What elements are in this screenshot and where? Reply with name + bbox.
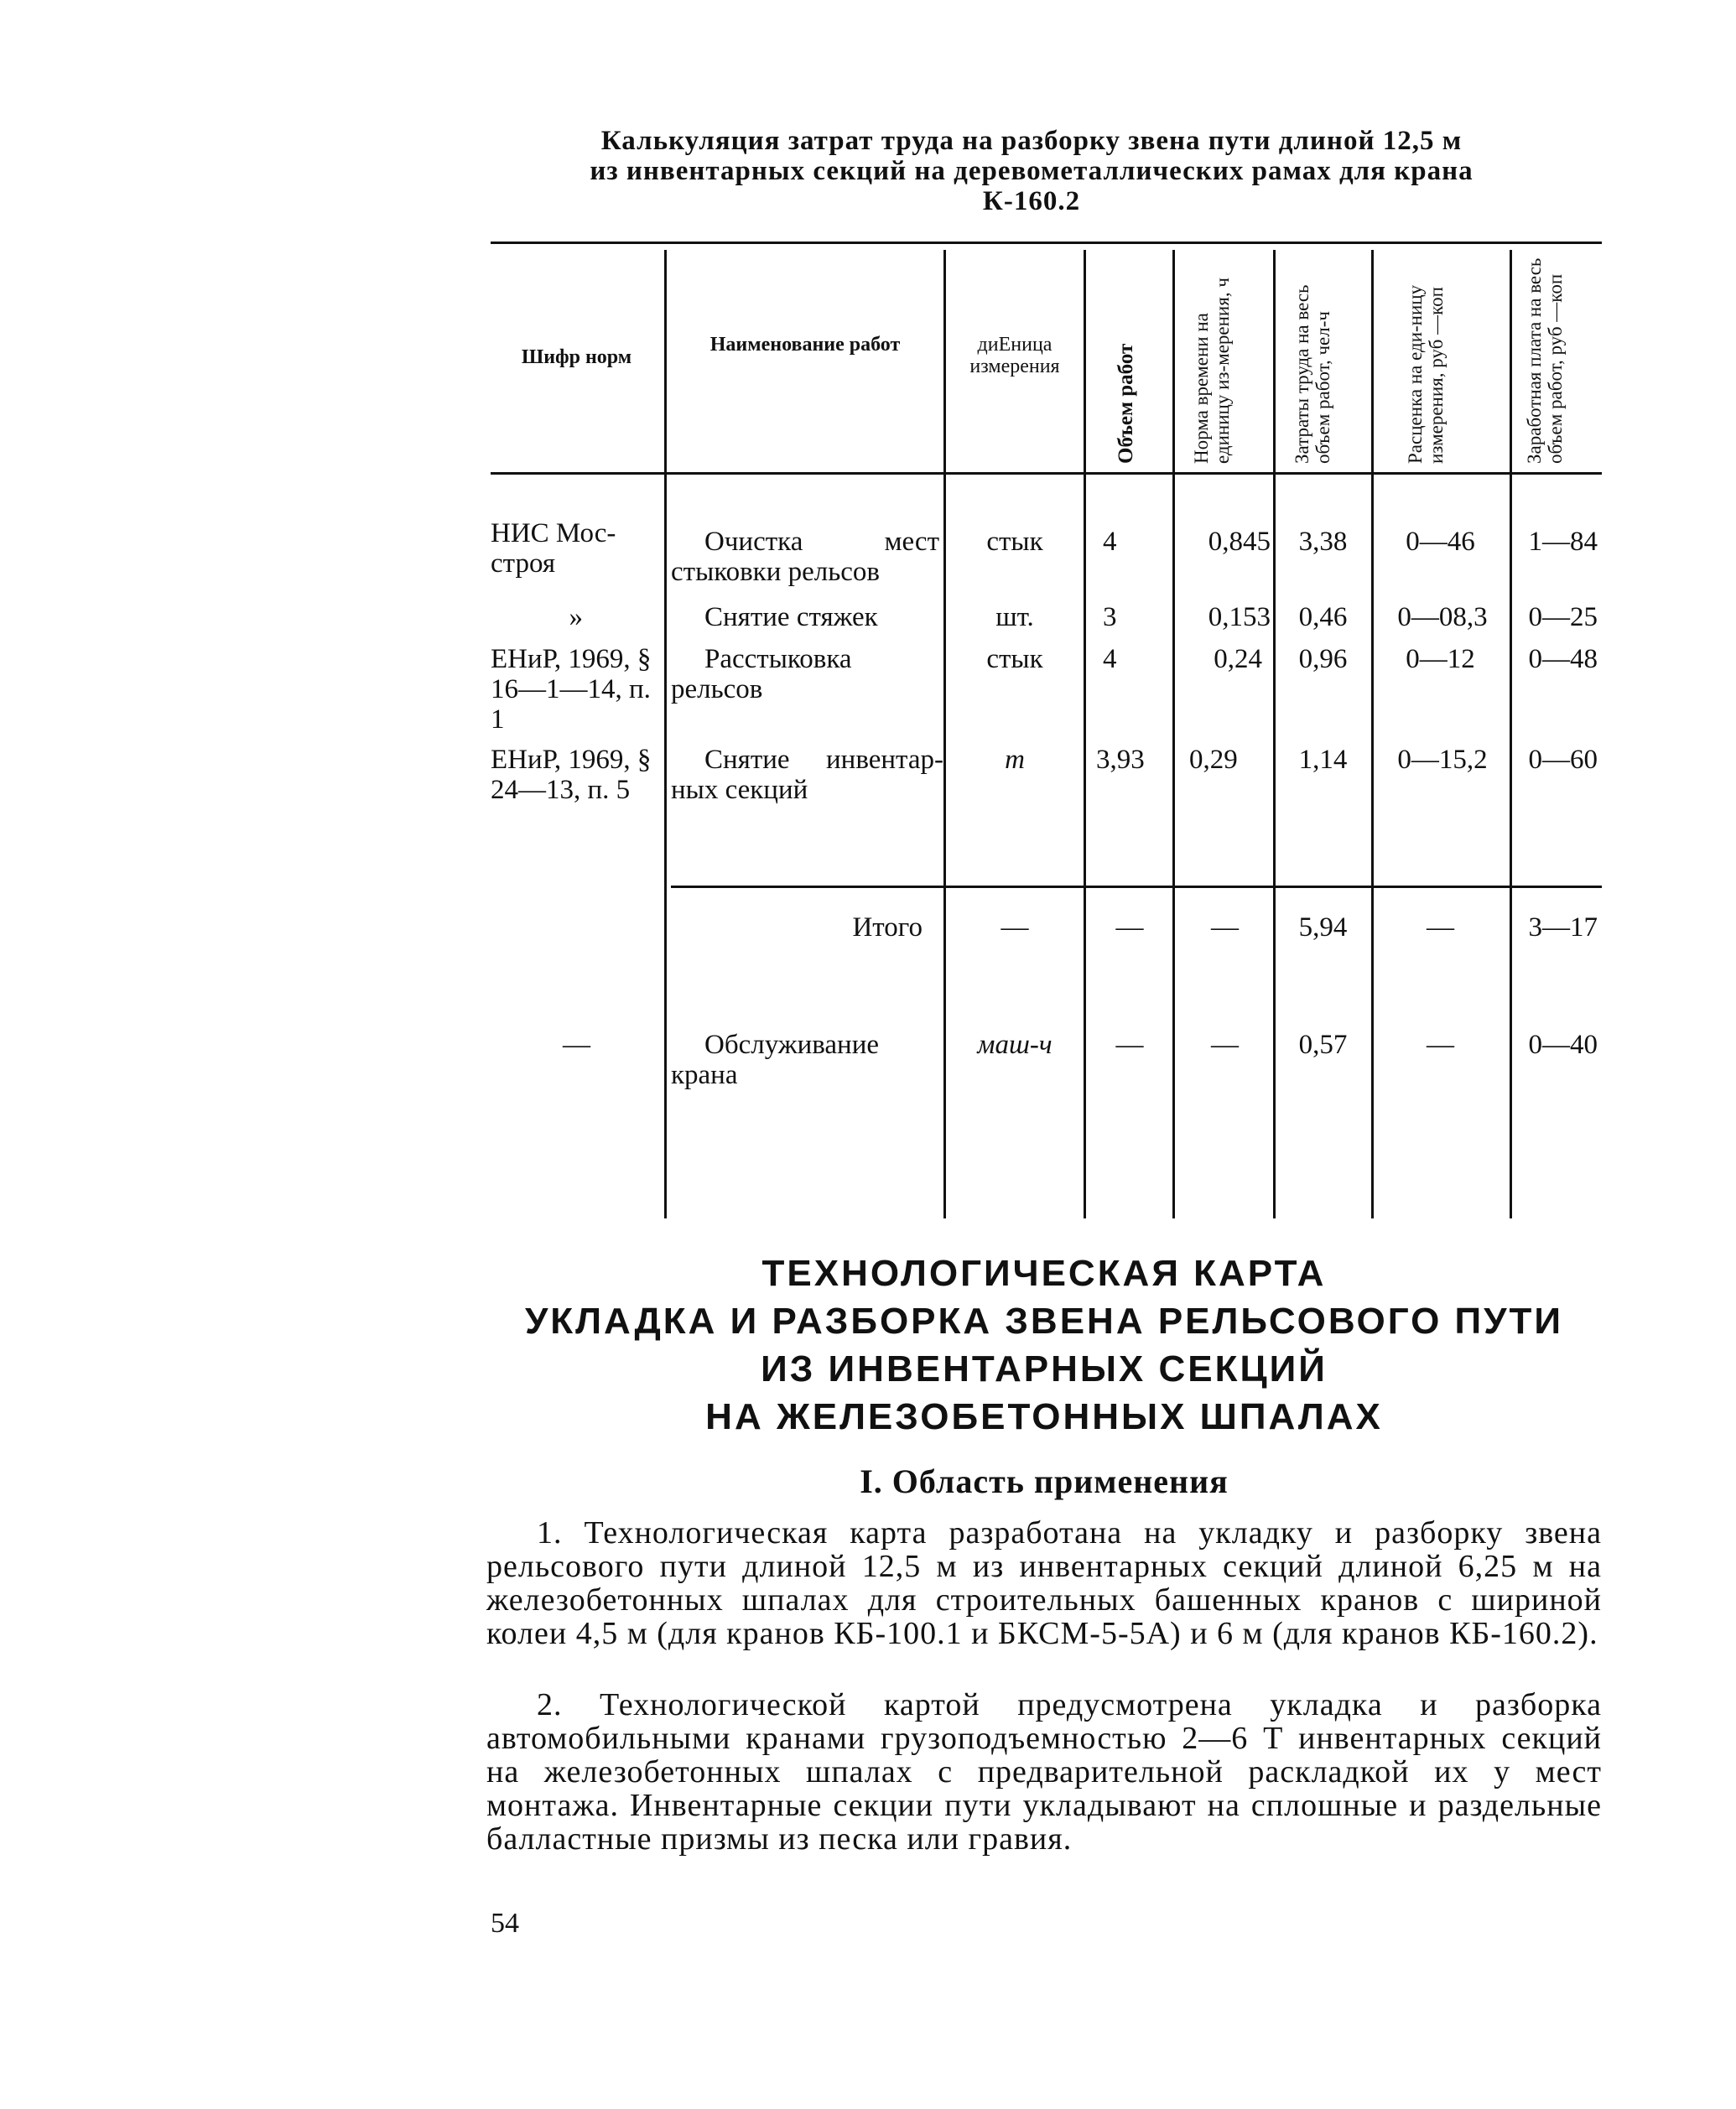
labor-cost-table	[491, 242, 1602, 1214]
total-labor: 5,94	[1298, 912, 1348, 943]
tech-card-title-line-2: УКЛАДКА И РАЗБОРКА ЗВЕНА РЕЛЬСОВОГО ПУТИ	[524, 1301, 1564, 1342]
row2-name: Снятие стяжек	[704, 602, 878, 632]
row1-rate: 0—46	[1406, 527, 1475, 557]
row4-rate: 0—15,2	[1397, 745, 1488, 775]
tech-card-title-line-3: ИЗ ИНВЕНТАРНЫХ СЕКЦИЙ	[761, 1348, 1328, 1390]
row1-code: НИС Мос-строя	[491, 518, 616, 579]
crane-norm: —	[1211, 1030, 1239, 1060]
total-volume: —	[1115, 912, 1144, 943]
crane-volume: —	[1115, 1030, 1144, 1060]
header-wage: Заработная плата на весь объем работ, руб —коп	[1524, 257, 1566, 464]
row4-norm: 0,29	[1189, 745, 1238, 775]
total-wage: 3—17	[1528, 912, 1598, 943]
row3-unit: стык	[986, 644, 1043, 674]
tech-card-title-line-1: ТЕХНОЛОГИЧЕСКАЯ КАРТА	[761, 1253, 1327, 1294]
row4-wage: 0—60	[1528, 745, 1598, 775]
col-divider	[1084, 250, 1086, 1218]
row2-labor: 0,46	[1298, 602, 1348, 632]
row4-unit: т	[1005, 745, 1025, 775]
table-caption	[470, 126, 1593, 216]
row2-norm: 0,153	[1208, 602, 1271, 632]
crane-unit: маш-ч	[977, 1030, 1053, 1060]
paragraph-1: 1. Технологическая карта разработана на укладку и разборку звена рельсового пути длиной 12,5 м из инвентарных секций длиной 6,25 м на железобетонных шпалах для строительных башенных кранов с шириной колеи 4,5 м (для кранов КБ-100.1 и БКСМ-5-5А) и 6 м (для кранов КБ-160.2).	[486, 1515, 1602, 1651]
row3-name: Расстыковка рельсов	[671, 644, 852, 704]
row4-volume: 3,93	[1096, 745, 1145, 775]
caption-line-3: К-160.2	[982, 186, 1081, 216]
tech-card-title	[470, 1249, 1619, 1441]
paragraph-2: 2. Технологической картой предусмотрена укладка и разборка автомобильными кранами грузоподъемностью 2—6 Т инвентарных секций на железобетонных шпалах с предварительной раскладкой их у мест монтажа. Инвентарные секции пути укладывают на сплошные и раздельные балластные призмы из песка или гравия.	[486, 1687, 1602, 1857]
page-number: 54	[491, 1908, 519, 1939]
crane-code: —	[563, 1030, 590, 1060]
caption-line-1: Калькуляция затрат труда на разборку звена пути длиной 12,5 м	[600, 126, 1463, 156]
row2-volume: 3	[1103, 602, 1117, 632]
total-rate: —	[1427, 912, 1454, 943]
total-norm: —	[1211, 912, 1239, 943]
section-heading: I. Область применения	[860, 1462, 1229, 1500]
caption-line-2: из инвентарных секций на деревометаллических рамах для крана	[590, 156, 1474, 186]
crane-labor: 0,57	[1298, 1030, 1348, 1060]
col-divider	[1273, 250, 1276, 1218]
row1-norm: 0,845	[1208, 527, 1271, 557]
row2-code: »	[569, 602, 583, 632]
row2-wage: 0—25	[1528, 602, 1598, 632]
col-divider	[1172, 250, 1175, 1218]
col-divider	[664, 250, 667, 1218]
row3-code: ЕНиР, 1969, § 16—1—14, п. 1	[491, 644, 652, 735]
crane-wage: 0—40	[1528, 1030, 1598, 1060]
total-label: Итого	[852, 912, 923, 943]
col-divider	[1510, 250, 1512, 1218]
header-name: Наименование работ	[709, 334, 901, 356]
header-rate: Расценка на еди-ницу измерения, руб —коп	[1405, 284, 1447, 464]
row3-labor: 0,96	[1298, 644, 1348, 674]
table-top-rule	[491, 242, 1602, 244]
table-header-rule	[491, 472, 1602, 475]
row1-wage: 1—84	[1528, 527, 1598, 557]
row1-labor: 3,38	[1298, 527, 1348, 557]
col-divider	[1371, 250, 1374, 1218]
row1-name: Очистка мест стыковки рельсов	[671, 527, 939, 587]
row1-volume: 4	[1103, 527, 1117, 557]
row4-labor: 1,14	[1298, 745, 1348, 775]
row3-wage: 0—48	[1528, 644, 1598, 674]
header-norm: Норма времени на единицу из-мерения, ч	[1191, 278, 1233, 464]
header-unit: диЕница измерения	[969, 334, 1060, 377]
header-code: Шифр норм	[521, 346, 632, 368]
row4-name: Снятие инвентар-ных секций	[671, 745, 943, 805]
col-divider	[943, 250, 946, 1218]
row4-code: ЕНиР, 1969, § 24—13, п. 5	[491, 745, 652, 805]
row2-rate: 0—08,3	[1397, 602, 1488, 632]
crane-rate: —	[1427, 1030, 1454, 1060]
row3-volume: 4	[1103, 644, 1117, 674]
row3-rate: 0—12	[1406, 644, 1475, 674]
row2-unit: шт.	[995, 602, 1034, 632]
total-unit: —	[1001, 912, 1029, 943]
table-total-rule	[671, 886, 1602, 888]
row3-norm: 0,24	[1214, 644, 1262, 674]
crane-name: Обслуживание крана	[671, 1030, 880, 1090]
tech-card-title-line-4: НА ЖЕЛЕЗОБЕТОННЫХ ШПАЛАХ	[705, 1396, 1383, 1437]
header-labor: Затраты труда на весь объем работ, чел-ч	[1292, 284, 1333, 464]
row1-unit: стык	[986, 527, 1043, 557]
header-volume: Объем работ	[1115, 343, 1137, 464]
